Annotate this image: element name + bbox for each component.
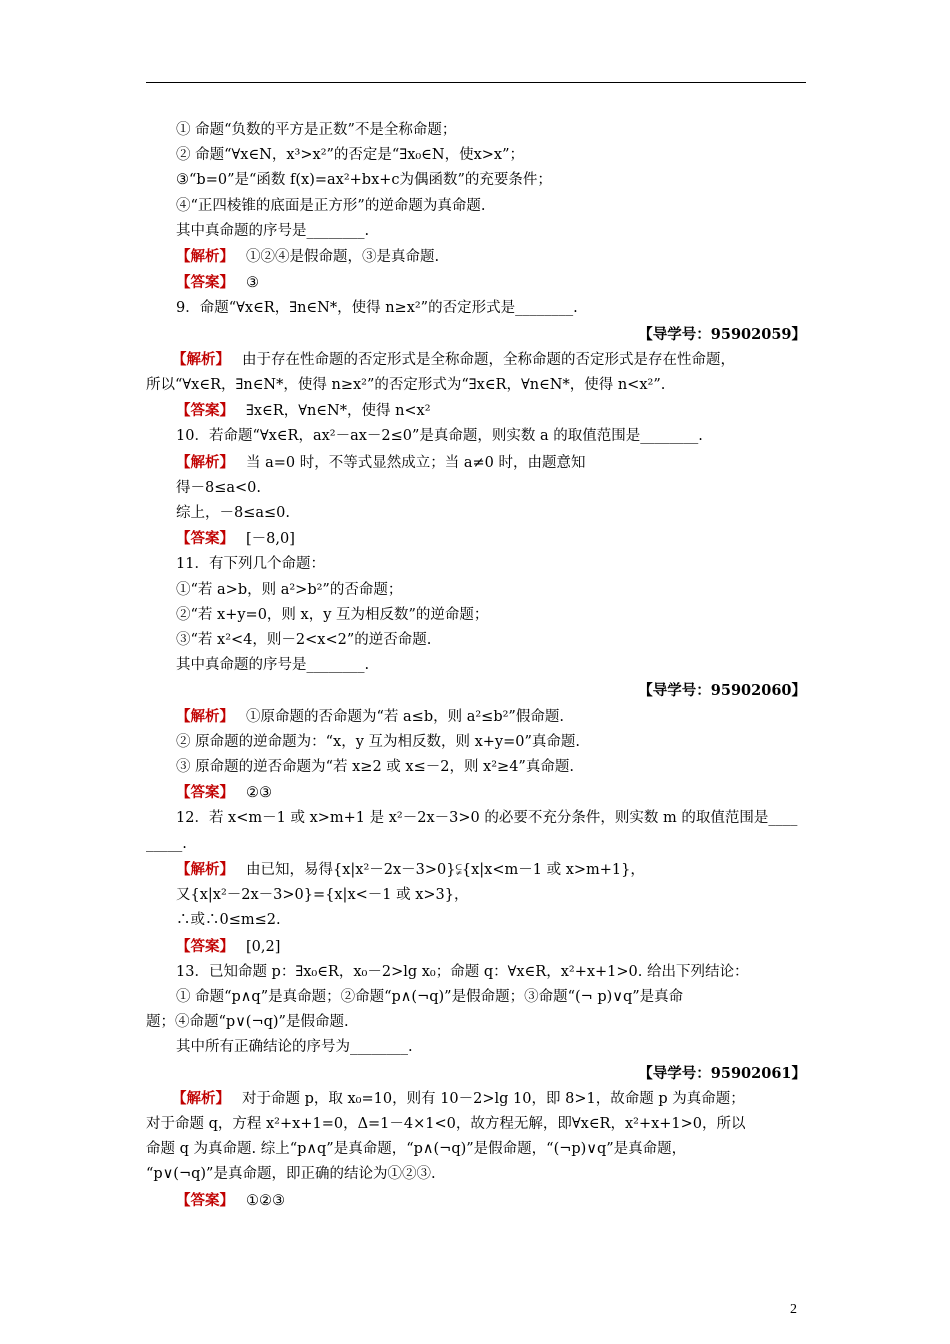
- line-text: ② 命题“∀x∈N，x³>x²”的否定是“∃x₀∈N，使x>x”；: [176, 147, 525, 164]
- line-text: 当 a=0 时，不等式显然成立；当 a≠0 时，由题意知: [246, 454, 586, 471]
- text-line: [146, 1086, 806, 1112]
- text-line: [146, 373, 806, 398]
- text-line: [146, 730, 806, 755]
- line-text: [－8,0]: [246, 531, 295, 548]
- text-line: [146, 1112, 806, 1137]
- line-text: ①“若 a>b，则 a²>b²”的否命题；: [176, 581, 403, 598]
- section-tag: 【答案】: [176, 937, 234, 955]
- text-line: [146, 296, 806, 321]
- section-tag: 【解析】: [172, 1089, 230, 1107]
- text-line: [146, 476, 806, 501]
- text-line: [146, 806, 806, 831]
- text-line: [146, 194, 806, 219]
- line-text: ③“b=0”是“函数 f(x)=ax²+bx+c为偶函数”的充要条件；: [176, 172, 552, 189]
- text-line: [146, 398, 806, 424]
- text-line: [146, 704, 806, 730]
- text-line: [146, 985, 806, 1010]
- guide-number: [146, 322, 806, 347]
- text-line: [146, 1162, 806, 1187]
- text-line: [146, 934, 806, 960]
- line-text: 【导学号：95902060】: [638, 682, 806, 700]
- text-line: [146, 628, 806, 653]
- line-text: ① 命题“负数的平方是正数”不是全称命题；: [176, 122, 457, 138]
- text-line: [146, 270, 806, 296]
- text-line: [146, 168, 806, 193]
- section-tag: 【答案】: [176, 402, 234, 420]
- section-tag: 【答案】: [176, 530, 234, 548]
- text-line: [146, 347, 806, 373]
- line-text: 其中真命题的序号是________.: [176, 657, 370, 674]
- guide-number: [146, 678, 806, 703]
- text-line: [146, 552, 806, 577]
- line-text: 所以“∀x∈R，∃n∈N*，使得 n≥x²”的否定形式为“∃x∈R，∀n∈N*，使得 n<x²”.: [146, 377, 666, 394]
- line-text: 综上，－8≤a≤0.: [176, 505, 291, 522]
- line-text: ②“若 x+y=0，则 x，y 互为相反数”的逆命题；: [176, 606, 489, 623]
- line-text: 11．有下列几个命题：: [176, 556, 325, 573]
- text-line: [146, 960, 806, 985]
- text-line: [146, 780, 806, 806]
- line-text: 12．若 x<m－1 或 x>m+1 是 x²－2x－3>0 的必要不充分条件，则实数 m 的取值范围是____: [176, 810, 798, 827]
- line-text: ③“若 x²<4，则－2<x<2”的逆否命题.: [176, 632, 432, 649]
- header-rule: [146, 82, 806, 83]
- line-text: 由于存在性命题的否定形式是全称命题，全称命题的否定形式是存在性命题，: [242, 351, 735, 368]
- line-text: ③: [246, 275, 259, 292]
- guide-number: [146, 1061, 806, 1086]
- line-text: [0,2]: [246, 938, 281, 955]
- line-text: 其中所有正确结论的序号为________.: [176, 1039, 413, 1056]
- line-text: 13．已知命题 p：∃x₀∈R，x₀－2>lg x₀；命题 q：∀x∈R，x²+x+1>0. 给出下列结论：: [176, 963, 749, 980]
- line-text: ①②③: [246, 1192, 285, 1209]
- text-line: [146, 450, 806, 476]
- text-line: [146, 526, 806, 552]
- line-text: “p∨(¬q)”是真命题，即正确的结论为①②③.: [146, 1166, 436, 1183]
- line-text: 由已知，易得{x|x²－2x－3>0}⫋{x|x<m－1 或 x>m+1}，: [246, 861, 645, 878]
- line-text: 10．若命题“∀x∈R，ax²－ax－2≤0”是真命题，则实数 a 的取值范围是________.: [176, 428, 703, 445]
- section-tag: 【解析】: [176, 860, 234, 878]
- text-line: [146, 424, 806, 449]
- section-tag: 【答案】: [176, 274, 234, 292]
- line-text: 对于命题 p，取 x₀=10，则有 10－2>lg 10，即 8>1，故命题 p 为真命题；: [242, 1090, 745, 1107]
- text-line: [146, 118, 806, 143]
- line-text: ① 命题“p∧q”是真命题；②命题“p∧(¬q)”是假命题；③命题“(¬ p)∨q”是真命: [176, 988, 684, 1005]
- section-tag: 【解析】: [176, 453, 234, 471]
- section-tag: 【答案】: [176, 784, 234, 802]
- line-text: 其中真命题的序号是________.: [176, 222, 370, 239]
- text-line: [146, 603, 806, 628]
- line-text: 题；④命题“p∨(¬q)”是假命题.: [146, 1014, 349, 1031]
- line-text: ∃x∈R，∀n∈N*，使得 n<x²: [246, 403, 431, 420]
- text-line: [146, 219, 806, 244]
- line-text: 9．命题“∀x∈R，∃n∈N*，使得 n≥x²”的否定形式是________.: [176, 300, 578, 317]
- line-text: 又{x|x²－2x－3>0}={x|x<－1 或 x>3}，: [176, 887, 469, 904]
- text-line: [146, 1010, 806, 1035]
- text-line: [146, 857, 806, 883]
- line-text: 【导学号：95902061】: [638, 1064, 806, 1082]
- line-text: ∴或∴0≤m≤2.: [176, 912, 281, 929]
- line-text: ③ 原命题的逆否命题为“若 x≥2 或 x≤－2，则 x²≥4”真命题.: [176, 759, 574, 776]
- text-line: [146, 501, 806, 526]
- line-text: ②③: [246, 785, 272, 802]
- text-line: [146, 755, 806, 780]
- text-line: [146, 578, 806, 603]
- text-line: [146, 244, 806, 270]
- text-line: [146, 1188, 806, 1214]
- line-text: 【导学号：95902059】: [638, 325, 806, 343]
- section-tag: 【解析】: [176, 248, 234, 266]
- page-number: 2: [790, 1302, 797, 1317]
- text-line: [146, 1035, 806, 1060]
- text-line: [146, 143, 806, 168]
- text-line: [146, 908, 806, 933]
- line-text: 得－8≤a<0.: [176, 479, 262, 496]
- section-tag: 【解析】: [176, 707, 234, 725]
- document-body: [146, 118, 806, 1214]
- line-text: ①②④是假命题，③是真命题.: [246, 249, 440, 266]
- text-line: [146, 1137, 806, 1162]
- line-text: ② 原命题的逆命题为：“x，y 互为相反数，则 x+y=0”真命题.: [176, 733, 581, 750]
- text-line: [146, 832, 806, 857]
- text-line: [146, 883, 806, 908]
- section-tag: 【答案】: [176, 1191, 234, 1209]
- section-tag: 【解析】: [172, 350, 230, 368]
- line-text: 对于命题 q，方程 x²+x+1=0，Δ=1－4×1<0，故方程无解，即∀x∈R，x²+x+1>0，所以: [146, 1115, 746, 1132]
- line-text: ④“正四棱锥的底面是正方形”的逆命题为真命题.: [176, 197, 486, 214]
- line-text: 命题 q 为真命题. 综上“p∧q”是真命题，“p∧(¬q)”是假命题，“(¬p)∨q”是真命题，: [146, 1141, 687, 1158]
- line-text: ①原命题的否命题为“若 a≤b，则 a²≤b²”假命题.: [246, 708, 564, 725]
- text-line: [146, 653, 806, 678]
- line-text: _____.: [146, 835, 187, 852]
